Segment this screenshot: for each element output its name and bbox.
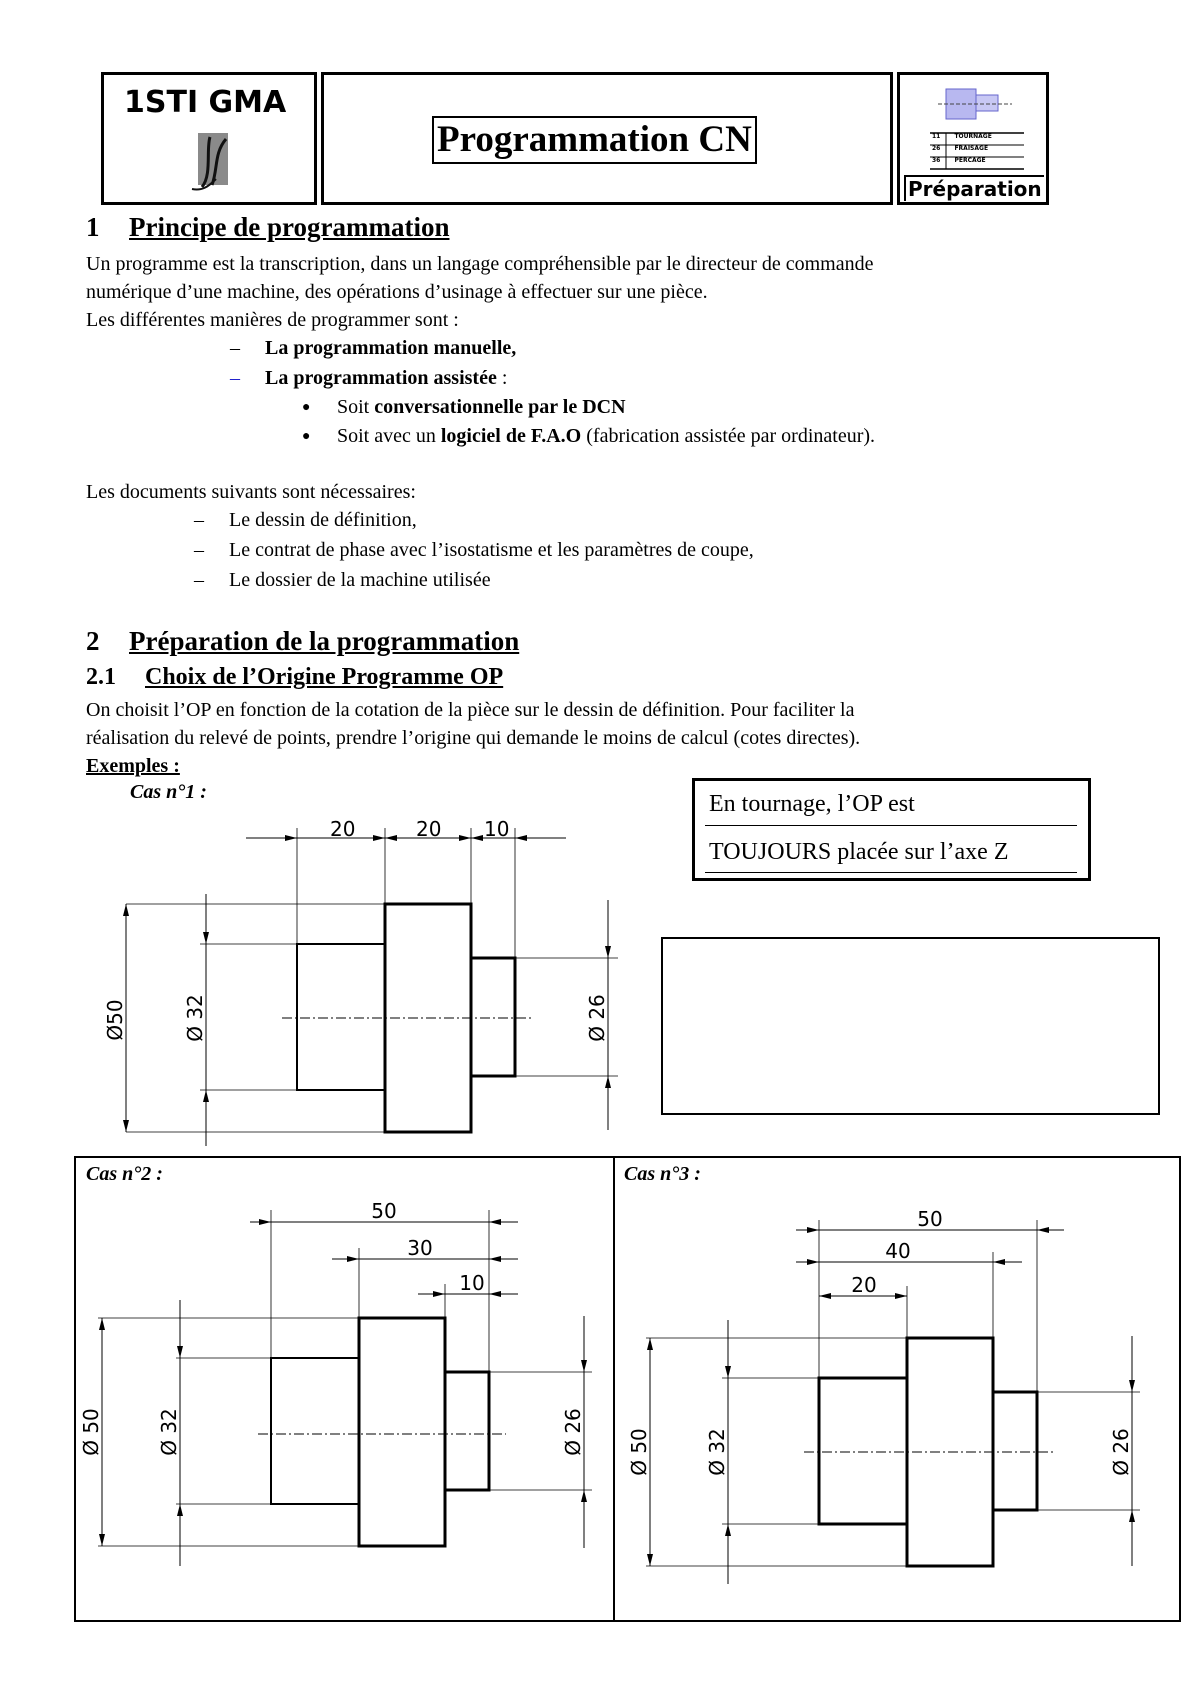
case2-dim-c: 10 [459,1271,485,1295]
thumb-row-2 [932,145,988,152]
case2-dim-d50: Ø 50 [79,1408,103,1456]
section1-heading [86,212,449,243]
doc-item [194,506,417,534]
sub-method-bold: conversationnelle par le DCN [374,396,626,418]
section-label: Préparation [904,175,1044,201]
method-bold: La programmation assistée [265,367,497,389]
case3-dim-d50: Ø 50 [627,1428,651,1476]
case1-dim-c: 10 [484,817,510,841]
case1-tip-26 [471,958,515,1076]
section1-para1-line2: numérique d’une machine, des opérations d’usinage à effectuer sur une pièce. [86,281,708,303]
method-item [230,334,516,362]
case3-dim-a: 50 [917,1207,943,1231]
case2-dim-d32: Ø 32 [157,1408,181,1456]
sub-method-post: (fabrication assistée par ordinateur). [581,425,876,447]
case2-dim-d26: Ø 26 [561,1408,585,1456]
section1-para1-line1: Un programme est la transcription, dans un langage compréhensible par le directeur de commande [86,253,874,275]
sub-method-bullet: ● [302,400,311,415]
method-bullet: – [230,337,240,359]
class-label: 1STI GMA [124,85,287,120]
thumb-label: TOURNAGE [954,133,992,140]
section1-number: 1 [86,212,100,242]
method-rest: : [496,367,508,389]
case3-dim-d32: Ø 32 [705,1428,729,1476]
thumb-row-3 [932,157,986,164]
sub-method-pre: Soit avec un [337,425,441,447]
case1-label: Cas n°1 : [130,781,207,803]
section2-title: Préparation de la programmation [129,626,520,656]
case3-dim-d26: Ø 26 [1109,1428,1133,1476]
note-rule [705,825,1077,826]
note-box [692,778,1091,881]
doc-bullet: – [194,509,204,531]
thumbnail-drawing-icon [930,81,1024,181]
case1-dim-d50: Ø50 [103,999,127,1041]
sub-method-bullet: ● [302,429,311,444]
case3-dim-b: 40 [885,1239,911,1263]
author-logo [188,129,234,195]
case2-dim-a: 50 [371,1199,397,1223]
case3-dim-c: 20 [851,1273,877,1297]
section2-para-line2: réalisation du relevé de points, prendre l’origine qui demande le moins de calcul (cotes directes). [86,727,861,749]
case1-dim-b: 20 [416,817,442,841]
thumb-code: 11 [932,133,941,140]
cases-divider [613,1157,615,1621]
note-line1: En tournage, l’OP est [709,791,915,817]
case2-label: Cas n°2 : [86,1163,163,1185]
doc-text: Le contrat de phase avec l’isostatisme et les paramètres de coupe, [229,539,754,561]
examples-label: Exemples : [86,755,180,777]
case3-label: Cas n°3 : [624,1163,701,1185]
sub-method-item [302,393,626,422]
doc-bullet: – [194,569,204,591]
method-bold: La programmation manuelle, [265,337,517,359]
case1-collar-50 [385,904,471,1132]
sub-method-bold: logiciel de F.A.O [440,425,582,447]
answer-box [661,937,1160,1115]
subsection-title: Choix de l’Origine Programme OP [145,664,504,690]
doc-bullet: – [194,539,204,561]
header-title-box [321,72,893,205]
doc-text: Le dessin de définition, [229,509,417,531]
section1-title: Principe de programmation [129,212,450,242]
section2-heading [86,626,519,657]
thumb-row-1 [932,133,992,140]
doc-item [194,566,491,594]
case2-dim-b: 30 [407,1236,433,1260]
case1-dim-d26: Ø 26 [585,994,609,1042]
subsection-heading [86,664,503,691]
subsection-number: 2.1 [86,664,116,690]
sub-method-pre: Soit [337,396,375,418]
note-rule [705,872,1077,873]
thumb-label: PERCAGE [954,157,986,164]
doc-text: Le dossier de la machine utilisée [229,569,491,591]
case1-dim-d32: Ø 32 [183,994,207,1042]
method-bullet: – [230,367,240,389]
section2-number: 2 [86,626,100,656]
note-line2: TOUJOURS placée sur l’axe Z [709,839,1009,865]
cases-frame [74,1156,1181,1622]
case1-dim-a: 20 [330,817,356,841]
section1-para2: Les différentes manières de programmer sont : [86,309,459,331]
thumb-label: FRAISAGE [954,145,989,152]
method-item [230,364,507,392]
docs-intro: Les documents suivants sont nécessaires: [86,481,416,503]
case1-shoulder-32 [297,944,385,1090]
sub-method-item [302,422,875,451]
thumb-code: 26 [932,145,941,152]
doc-item [194,536,754,564]
header-class-box [101,72,317,205]
page-title: Programmation CN [432,116,757,164]
section2-para-line1: On choisit l’OP en fonction de la cotation de la pièce sur le dessin de définition. Pour faciliter la [86,699,855,721]
header-section-box [897,72,1049,205]
thumb-code: 36 [932,157,941,164]
